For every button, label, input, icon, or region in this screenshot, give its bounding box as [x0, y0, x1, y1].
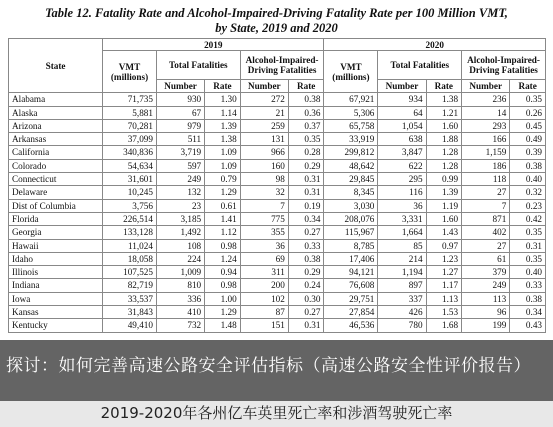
value-cell: 0.37 — [288, 119, 324, 132]
value-cell: 14 — [462, 106, 510, 119]
number-header: Number — [462, 80, 510, 93]
value-cell: 3,030 — [324, 199, 378, 212]
value-cell: 1.28 — [426, 159, 462, 172]
value-cell: 1.09 — [205, 159, 241, 172]
title-line-1: Table 12. Fatality Rate and Alcohol-Impaired-Driving Fatality Rate per 100 Million VMT, — [45, 6, 508, 20]
value-cell: 1.60 — [426, 119, 462, 132]
value-cell: 622 — [378, 159, 426, 172]
value-cell: 11,024 — [103, 239, 157, 252]
value-cell: 85 — [378, 239, 426, 252]
value-cell: 96 — [462, 306, 510, 319]
value-cell: 33,919 — [324, 133, 378, 146]
value-cell: 0.45 — [510, 119, 546, 132]
value-cell: 1.43 — [426, 226, 462, 239]
table-row — [9, 186, 546, 199]
value-cell: 871 — [462, 212, 510, 225]
state-cell: Kansas — [9, 306, 103, 319]
state-cell: Colorado — [9, 159, 103, 172]
value-cell: 3,719 — [156, 146, 204, 159]
value-cell: 1.24 — [205, 252, 241, 265]
value-cell: 133,128 — [103, 226, 157, 239]
value-cell: 295 — [378, 173, 426, 186]
table-row — [9, 146, 546, 159]
value-cell: 426 — [378, 306, 426, 319]
value-cell: 0.19 — [288, 199, 324, 212]
value-cell: 0.30 — [288, 292, 324, 305]
value-cell: 0.27 — [288, 226, 324, 239]
table-row — [9, 133, 546, 146]
rate-header: Rate — [426, 80, 462, 93]
value-cell: 336 — [156, 292, 204, 305]
value-cell: 36 — [378, 199, 426, 212]
value-cell: 638 — [378, 133, 426, 146]
value-cell: 69 — [240, 252, 288, 265]
value-cell: 8,785 — [324, 239, 378, 252]
value-cell: 33,537 — [103, 292, 157, 305]
value-cell: 65,758 — [324, 119, 378, 132]
value-cell: 214 — [378, 252, 426, 265]
value-cell: 48,642 — [324, 159, 378, 172]
value-cell: 355 — [240, 226, 288, 239]
value-cell: 0.35 — [288, 133, 324, 146]
table-row — [9, 239, 546, 252]
vmt-header-2020: VMT (millions) — [324, 51, 378, 93]
value-cell: 979 — [156, 119, 204, 132]
value-cell: 49,410 — [103, 319, 157, 332]
value-cell: 0.94 — [205, 266, 241, 279]
value-cell: 71,735 — [103, 93, 157, 106]
value-cell: 1.29 — [205, 306, 241, 319]
value-cell: 199 — [462, 319, 510, 332]
value-cell: 1.19 — [426, 199, 462, 212]
value-cell: 107,525 — [103, 266, 157, 279]
value-cell: 236 — [462, 93, 510, 106]
value-cell: 1,194 — [378, 266, 426, 279]
state-cell: Iowa — [9, 292, 103, 305]
value-cell: 0.31 — [288, 186, 324, 199]
value-cell: 0.35 — [510, 252, 546, 265]
value-cell: 1,492 — [156, 226, 204, 239]
value-cell: 0.38 — [288, 93, 324, 106]
value-cell: 1.17 — [426, 279, 462, 292]
value-cell: 64 — [378, 106, 426, 119]
value-cell: 18,058 — [103, 252, 157, 265]
year-header-2020: 2020 — [324, 39, 546, 51]
state-cell: Illinois — [9, 266, 103, 279]
header-row-years — [9, 39, 546, 51]
value-cell: 27,854 — [324, 306, 378, 319]
value-cell: 1.29 — [205, 186, 241, 199]
value-cell: 259 — [240, 119, 288, 132]
value-cell: 3,756 — [103, 199, 157, 212]
value-cell: 337 — [378, 292, 426, 305]
table-title — [0, 6, 553, 36]
table-row — [9, 212, 546, 225]
value-cell: 0.42 — [510, 212, 546, 225]
state-cell: Indiana — [9, 279, 103, 292]
value-cell: 402 — [462, 226, 510, 239]
value-cell: 0.43 — [510, 319, 546, 332]
value-cell: 0.98 — [205, 239, 241, 252]
value-cell: 98 — [240, 173, 288, 186]
number-header: Number — [240, 80, 288, 93]
table-row — [9, 226, 546, 239]
value-cell: 1.23 — [426, 252, 462, 265]
value-cell: 27 — [462, 186, 510, 199]
state-cell: Dist of Columbia — [9, 199, 103, 212]
value-cell: 410 — [156, 306, 204, 319]
value-cell: 1.14 — [205, 106, 241, 119]
value-cell: 299,812 — [324, 146, 378, 159]
value-cell: 0.34 — [510, 306, 546, 319]
rate-header: Rate — [510, 80, 546, 93]
value-cell: 0.34 — [288, 212, 324, 225]
value-cell: 1.21 — [426, 106, 462, 119]
value-cell: 0.38 — [510, 292, 546, 305]
value-cell: 3,331 — [378, 212, 426, 225]
value-cell: 597 — [156, 159, 204, 172]
value-cell: 1.09 — [205, 146, 241, 159]
value-cell: 732 — [156, 319, 204, 332]
value-cell: 31,843 — [103, 306, 157, 319]
value-cell: 1,664 — [378, 226, 426, 239]
value-cell: 1,009 — [156, 266, 204, 279]
value-cell: 1.39 — [426, 186, 462, 199]
value-cell: 0.99 — [426, 173, 462, 186]
value-cell: 0.29 — [288, 159, 324, 172]
state-cell: Florida — [9, 212, 103, 225]
value-cell: 0.38 — [510, 159, 546, 172]
value-cell: 67 — [156, 106, 204, 119]
table-body — [9, 93, 546, 332]
value-cell: 0.39 — [510, 146, 546, 159]
value-cell: 810 — [156, 279, 204, 292]
value-cell: 780 — [378, 319, 426, 332]
value-cell: 61 — [462, 252, 510, 265]
table-row — [9, 173, 546, 186]
state-cell: Idaho — [9, 252, 103, 265]
value-cell: 200 — [240, 279, 288, 292]
state-header: State — [9, 39, 103, 93]
value-cell: 934 — [378, 93, 426, 106]
value-cell: 1.53 — [426, 306, 462, 319]
alc-header-2019: Alcohol-Impaired-Driving Fatalities — [240, 51, 324, 80]
value-cell: 249 — [462, 279, 510, 292]
state-cell: Delaware — [9, 186, 103, 199]
value-cell: 0.36 — [288, 106, 324, 119]
value-cell: 0.38 — [288, 252, 324, 265]
table-row — [9, 93, 546, 106]
value-cell: 0.31 — [288, 173, 324, 186]
state-cell: Hawaii — [9, 239, 103, 252]
value-cell: 0.40 — [510, 173, 546, 186]
state-cell: Georgia — [9, 226, 103, 239]
value-cell: 0.33 — [510, 279, 546, 292]
value-cell: 1.38 — [426, 93, 462, 106]
value-cell: 0.27 — [288, 306, 324, 319]
year-header-2019: 2019 — [103, 39, 324, 51]
value-cell: 897 — [378, 279, 426, 292]
caption-text: 2019-2020年各州亿车英里死亡率和涉酒驾驶死亡率 — [0, 401, 553, 427]
value-cell: 0.33 — [288, 239, 324, 252]
value-cell: 293 — [462, 119, 510, 132]
value-cell: 1.30 — [205, 93, 241, 106]
value-cell: 379 — [462, 266, 510, 279]
value-cell: 21 — [240, 106, 288, 119]
value-cell: 1.28 — [426, 146, 462, 159]
value-cell: 94,121 — [324, 266, 378, 279]
value-cell: 1.48 — [205, 319, 241, 332]
rate-header: Rate — [205, 80, 241, 93]
value-cell: 0.97 — [426, 239, 462, 252]
value-cell: 7 — [240, 199, 288, 212]
value-cell: 116 — [378, 186, 426, 199]
value-cell: 3,185 — [156, 212, 204, 225]
table-row — [9, 279, 546, 292]
value-cell: 166 — [462, 133, 510, 146]
value-cell: 76,608 — [324, 279, 378, 292]
table-row — [9, 252, 546, 265]
value-cell: 1.38 — [205, 133, 241, 146]
value-cell: 70,281 — [103, 119, 157, 132]
table-row — [9, 319, 546, 332]
value-cell: 27 — [462, 239, 510, 252]
value-cell: 102 — [240, 292, 288, 305]
value-cell: 0.49 — [510, 133, 546, 146]
value-cell: 37,099 — [103, 133, 157, 146]
total-header-2020: Total Fatalities — [378, 51, 462, 80]
value-cell: 108 — [156, 239, 204, 252]
number-header: Number — [156, 80, 204, 93]
state-cell: Kentucky — [9, 319, 103, 332]
state-cell: Alabama — [9, 93, 103, 106]
fatality-table — [8, 38, 546, 333]
value-cell: 36 — [240, 239, 288, 252]
value-cell: 1.12 — [205, 226, 241, 239]
value-cell: 0.31 — [288, 319, 324, 332]
state-cell: Connecticut — [9, 173, 103, 186]
value-cell: 31,601 — [103, 173, 157, 186]
value-cell: 1.39 — [205, 119, 241, 132]
value-cell: 3,847 — [378, 146, 426, 159]
value-cell: 54,634 — [103, 159, 157, 172]
value-cell: 1,054 — [378, 119, 426, 132]
value-cell: 87 — [240, 306, 288, 319]
value-cell: 5,881 — [103, 106, 157, 119]
value-cell: 340,836 — [103, 146, 157, 159]
table-row — [9, 292, 546, 305]
value-cell: 132 — [156, 186, 204, 199]
value-cell: 1.13 — [426, 292, 462, 305]
value-cell: 5,306 — [324, 106, 378, 119]
value-cell: 113 — [462, 292, 510, 305]
value-cell: 226,514 — [103, 212, 157, 225]
value-cell: 0.23 — [510, 199, 546, 212]
value-cell: 1.00 — [205, 292, 241, 305]
value-cell: 224 — [156, 252, 204, 265]
value-cell: 0.29 — [288, 266, 324, 279]
value-cell: 208,076 — [324, 212, 378, 225]
rate-header: Rate — [288, 80, 324, 93]
value-cell: 10,245 — [103, 186, 157, 199]
fatality-table-container — [8, 38, 546, 333]
value-cell: 1.68 — [426, 319, 462, 332]
value-cell: 29,845 — [324, 173, 378, 186]
value-cell: 0.61 — [205, 199, 241, 212]
value-cell: 0.79 — [205, 173, 241, 186]
vmt-header-2019: VMT (millions) — [103, 51, 157, 93]
title-line-2: by State, 2019 and 2020 — [215, 21, 338, 35]
value-cell: 0.35 — [510, 93, 546, 106]
value-cell: 0.26 — [510, 106, 546, 119]
value-cell: 29,751 — [324, 292, 378, 305]
value-cell: 930 — [156, 93, 204, 106]
value-cell: 272 — [240, 93, 288, 106]
value-cell: 1,159 — [462, 146, 510, 159]
value-cell: 23 — [156, 199, 204, 212]
value-cell: 151 — [240, 319, 288, 332]
value-cell: 0.98 — [205, 279, 241, 292]
value-cell: 311 — [240, 266, 288, 279]
table-row — [9, 119, 546, 132]
value-cell: 775 — [240, 212, 288, 225]
value-cell: 7 — [462, 199, 510, 212]
value-cell: 0.32 — [510, 186, 546, 199]
value-cell: 118 — [462, 173, 510, 186]
alc-header-2020: Alcohol-Impaired-Driving Fatalities — [462, 51, 546, 80]
total-header-2019: Total Fatalities — [156, 51, 240, 80]
value-cell: 511 — [156, 133, 204, 146]
table-row — [9, 199, 546, 212]
state-cell: California — [9, 146, 103, 159]
table-row — [9, 266, 546, 279]
value-cell: 46,536 — [324, 319, 378, 332]
state-cell: Arkansas — [9, 133, 103, 146]
value-cell: 186 — [462, 159, 510, 172]
value-cell: 1.41 — [205, 212, 241, 225]
table-row — [9, 159, 546, 172]
value-cell: 0.31 — [510, 239, 546, 252]
value-cell: 160 — [240, 159, 288, 172]
state-cell: Alaska — [9, 106, 103, 119]
value-cell: 131 — [240, 133, 288, 146]
value-cell: 249 — [156, 173, 204, 186]
headline-text: 探讨：如何完善高速公路安全评估指标（高速公路安全性评价报告） — [6, 356, 531, 376]
value-cell: 0.24 — [288, 279, 324, 292]
value-cell: 115,967 — [324, 226, 378, 239]
value-cell: 966 — [240, 146, 288, 159]
value-cell: 8,345 — [324, 186, 378, 199]
value-cell: 1.27 — [426, 266, 462, 279]
table-row — [9, 306, 546, 319]
value-cell: 0.40 — [510, 266, 546, 279]
value-cell: 17,406 — [324, 252, 378, 265]
value-cell: 0.28 — [288, 146, 324, 159]
number-header: Number — [378, 80, 426, 93]
value-cell: 82,719 — [103, 279, 157, 292]
state-cell: Arizona — [9, 119, 103, 132]
value-cell: 1.60 — [426, 212, 462, 225]
table-row — [9, 106, 546, 119]
value-cell: 67,921 — [324, 93, 378, 106]
value-cell: 0.35 — [510, 226, 546, 239]
value-cell: 32 — [240, 186, 288, 199]
value-cell: 1.88 — [426, 133, 462, 146]
